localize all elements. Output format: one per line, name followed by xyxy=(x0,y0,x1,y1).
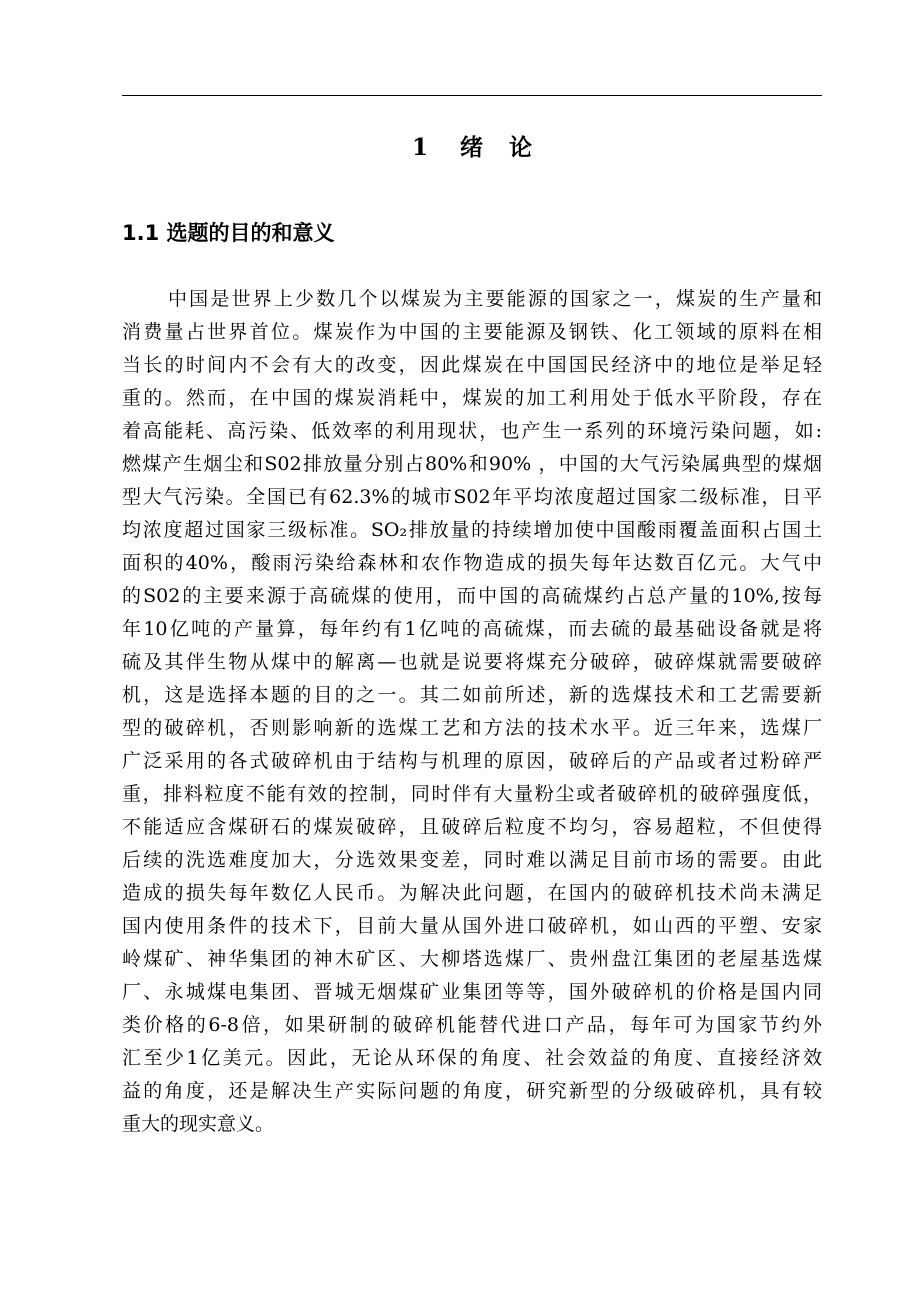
paragraph-line: 汇至少1亿美元。因此，无论从环保的角度、社会效益的角度、直接经济效 xyxy=(122,1047,822,1069)
paragraph-line: 造成的损失每年数亿人民币。为解决此问题，在国内的破碎机技术尚未满足 xyxy=(122,882,822,904)
paragraph-line: 型的破碎机，否则影响新的选煤工艺和方法的技术水平。近三年来，选煤厂 xyxy=(122,717,822,739)
paragraph-line: 不能适应含煤研石的煤炭破碎，且破碎后粒度不均匀，容易超粒，不但使得 xyxy=(122,816,822,838)
paragraph-line: 类价格的6-8倍，如果研制的破碎机能替代进口产品，每年可为国家节约外 xyxy=(122,1014,822,1036)
chapter-title-char-2: 论 xyxy=(509,134,532,161)
paragraph-line: 益的角度，还是解决生产实际问题的角度，研究新型的分级破碎机，具有较 xyxy=(122,1080,822,1102)
paragraph-line: 当长的时间内不会有大的改变，因此煤炭在中国国民经济中的地位是举足轻 xyxy=(122,354,822,376)
paragraph-line: 重的。然而，在中国的煤炭消耗中，煤炭的加工利用处于低水平阶段，存在 xyxy=(122,387,822,409)
paragraph-line: 年10亿吨的产量算，每年约有1亿吨的高硫煤，而去硫的最基础设备就是将 xyxy=(122,618,822,640)
chapter-number: 1 xyxy=(411,134,428,161)
section-title: 1.1 选题的目的和意义 xyxy=(122,221,335,245)
chapter-title xyxy=(122,132,822,164)
header-rule xyxy=(122,95,822,96)
paragraph-line: 均浓度超过国家三级标准。SO₂排放量的持续增加使中国酸雨覆盖面积占国土 xyxy=(122,519,822,541)
paragraph-line: 的S02的主要来源于高硫煤的使用，而中国的高硫煤约占总产量的10%,按每 xyxy=(122,585,822,607)
paragraph-line: 后续的洗选难度加大，分选效果变差，同时难以满足目前市场的需要。由此 xyxy=(122,849,822,871)
paragraph-line: 机，这是选择本题的目的之一。其二如前所述，新的选煤技术和工艺需要新 xyxy=(122,684,822,706)
paragraph-line: 面积的40%，酸雨污染给森林和农作物造成的损失每年达数百亿元。大气中 xyxy=(122,552,822,574)
paragraph-line: 型大气污染。全国已有62.3%的城市S02年平均浓度超过国家二级标准，日平 xyxy=(122,486,822,508)
paragraph-line: 岭煤矿、神华集团的神木矿区、大柳塔选煤厂、贵州盘江集团的老屋基选煤 xyxy=(122,948,822,970)
paragraph-line: 重，排料粒度不能有效的控制，同时伴有大量粉尘或者破碎机的破碎强度低， xyxy=(122,783,822,805)
paragraph-line: 着高能耗、高污染、低效率的利用现状，也产生一系列的环境污染问题，如: xyxy=(122,420,822,442)
paragraph-line: 国内使用条件的技术下，目前大量从国外进口破碎机，如山西的平塑、安家 xyxy=(122,915,822,937)
paragraph-line: 广泛采用的各式破碎机由于结构与机理的原因，破碎后的产品或者过粉碎严 xyxy=(122,750,822,772)
chapter-title-char-1: 绪 xyxy=(460,134,483,161)
paragraph-line: 硫及其伴生物从煤中的解离—也就是说要将煤充分破碎，破碎煤就需要破碎 xyxy=(122,651,822,673)
paragraph-line: 厂、永城煤电集团、晋城无烟煤矿业集团等等，国外破碎机的价格是国内同 xyxy=(122,981,822,1003)
paragraph-line: 消费量占世界首位。煤炭作为中国的主要能源及钢铁、化工领域的原料在相 xyxy=(122,321,822,343)
paragraph-line: 燃煤产生烟尘和S02排放量分别占80%和90% ，中国的大气污染属典型的煤烟 xyxy=(122,453,822,475)
paragraph-line: 重大的现实意义。 xyxy=(122,1113,275,1135)
paragraph-line: 中国是世界上少数几个以煤炭为主要能源的国家之一，煤炭的生产量和 xyxy=(168,288,822,310)
body-paragraph xyxy=(122,283,822,1141)
